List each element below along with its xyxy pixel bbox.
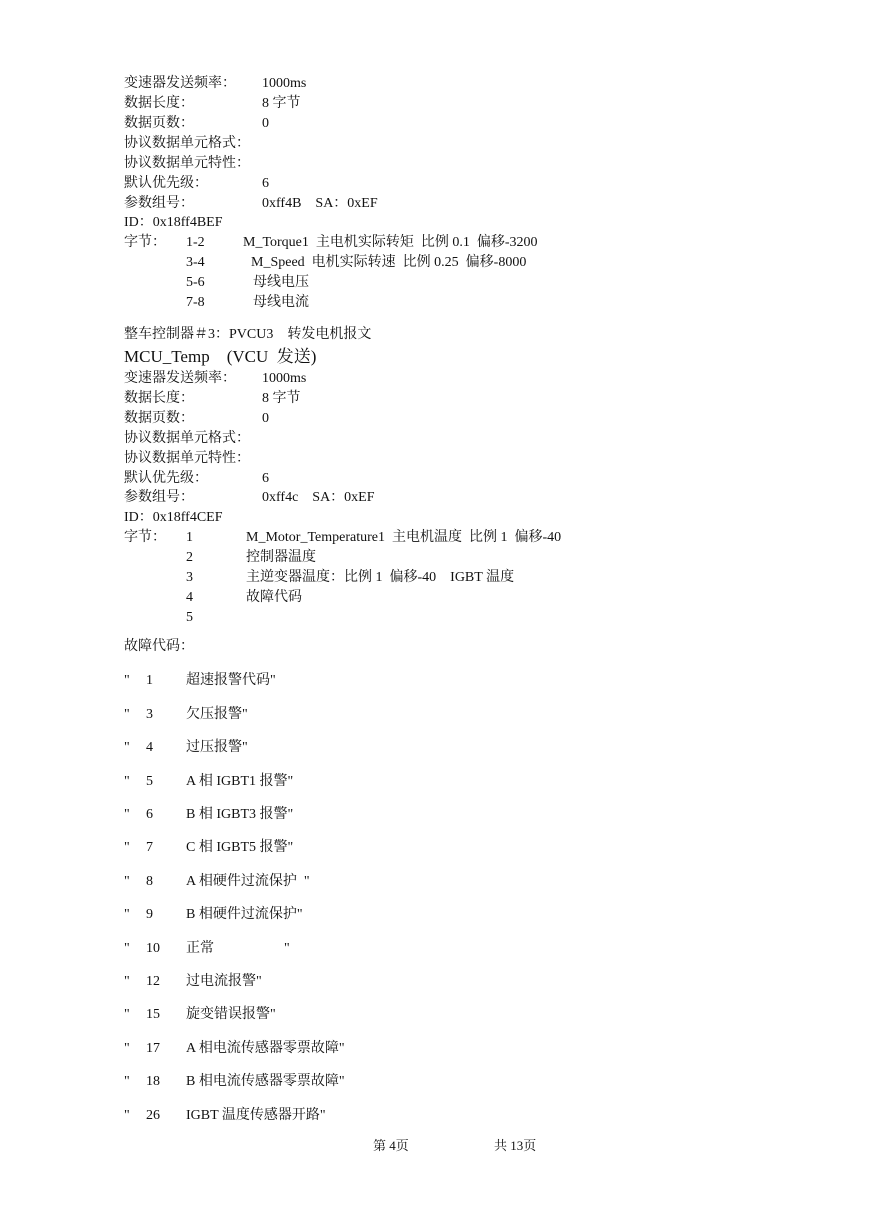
fault-description: 欠压报警" [186, 707, 248, 722]
priority-label: 默认优先级： [124, 176, 208, 191]
priority-value: 6 [262, 176, 269, 191]
data-length-label: 数据长度： [124, 96, 194, 111]
message-id: ID：0x18ff4BEF [124, 215, 223, 230]
byte-index: 2 [186, 550, 193, 565]
fault-code: 15 [146, 1007, 160, 1022]
pgn-label: 参数组号： [124, 196, 194, 211]
fault-code: 8 [146, 874, 153, 889]
fault-description: B 相 IGBT3 报警" [186, 807, 294, 822]
data-pages-value: 0 [262, 411, 269, 426]
pdu-format-label: 协议数据单元格式： [124, 431, 250, 446]
fault-description: C 相 IGBT5 报警" [186, 840, 294, 855]
quote-mark: " [124, 1007, 130, 1022]
data-length-label: 数据长度： [124, 391, 194, 406]
data-pages-label: 数据页数： [124, 411, 194, 426]
byte-description: M_Torque1 主电机实际转矩 比例 0.1 偏移-3200 [243, 235, 538, 250]
fault-description: A 相硬件过流保护 " [186, 874, 310, 889]
fault-description: A 相电流传感器零票故障" [186, 1041, 345, 1056]
fault-code: 3 [146, 707, 153, 722]
section-heading: 整车控制器＃3：PVCU3 转发电机报文 [124, 327, 372, 342]
data-length-value: 8 字节 [262, 391, 301, 406]
fault-code: 26 [146, 1108, 160, 1123]
quote-mark: " [124, 707, 130, 722]
fault-description: IGBT 温度传感器开路" [186, 1108, 326, 1123]
tx-frequency-value: 1000ms [262, 371, 307, 386]
priority-value: 6 [262, 471, 269, 486]
byte-index: 3 [186, 570, 193, 585]
data-length-value: 8 字节 [262, 96, 301, 111]
tx-frequency-label: 变速器发送频率： [124, 371, 236, 386]
data-pages-label: 数据页数： [124, 116, 194, 131]
quote-mark: " [124, 774, 130, 789]
data-pages-value: 0 [262, 116, 269, 131]
quote-mark: " [124, 1041, 130, 1056]
fault-code: 18 [146, 1074, 160, 1089]
fault-description: 过压报警" [186, 740, 248, 755]
quote-mark: " [124, 941, 130, 956]
fault-code: 17 [146, 1041, 160, 1056]
page-number: 第 4页 [373, 1138, 409, 1153]
fault-code: 7 [146, 840, 153, 855]
fault-description: B 相硬件过流保护" [186, 907, 303, 922]
byte-index: 4 [186, 590, 193, 605]
quote-mark: " [124, 1108, 130, 1123]
byte-description: 母线电压 [253, 275, 309, 290]
fault-code: 6 [146, 807, 153, 822]
bytes-label: 字节： [124, 235, 166, 250]
byte-index: 5 [186, 610, 193, 625]
quote-mark: " [124, 673, 130, 688]
fault-code: 12 [146, 974, 160, 989]
byte-description: 故障代码 [246, 590, 302, 605]
pdu-format-label: 协议数据单元格式： [124, 136, 250, 151]
byte-index: 7-8 [186, 295, 205, 310]
fault-description: 旋变错误报警" [186, 1007, 276, 1022]
fault-code: 1 [146, 673, 153, 688]
byte-index: 1 [186, 530, 193, 545]
fault-description: 超速报警代码" [186, 673, 276, 688]
byte-description: M_Motor_Temperature1 主电机温度 比例 1 偏移-40 [246, 530, 562, 545]
byte-index: 5-6 [186, 275, 205, 290]
message-name-heading: MCU_Temp (VCU 发送) [124, 347, 317, 366]
page-total: 共 13页 [494, 1138, 537, 1153]
quote-mark: " [124, 807, 130, 822]
quote-mark: " [124, 740, 130, 755]
pgn-value: 0xff4B SA：0xEF [262, 196, 378, 211]
tx-frequency-label: 变速器发送频率： [124, 76, 236, 91]
fault-description: A 相 IGBT1 报警" [186, 774, 294, 789]
byte-index: 1-2 [186, 235, 205, 250]
pgn-value: 0xff4c SA：0xEF [262, 490, 375, 505]
message-id: ID：0x18ff4CEF [124, 510, 223, 525]
fault-description: 过电流报警" [186, 974, 262, 989]
byte-description: M_Speed 电机实际转速 比例 0.25 偏移-8000 [251, 255, 527, 270]
byte-description: 主逆变器温度：比例 1 偏移-40 IGBT 温度 [246, 570, 515, 585]
fault-code: 9 [146, 907, 153, 922]
fault-description: B 相电流传感器零票故障" [186, 1074, 345, 1089]
quote-mark: " [124, 974, 130, 989]
tx-frequency-value: 1000ms [262, 76, 307, 91]
pdu-spec-label: 协议数据单元特性： [124, 156, 250, 171]
quote-mark: " [124, 907, 130, 922]
byte-index: 3-4 [186, 255, 205, 270]
pdu-spec-label: 协议数据单元特性： [124, 451, 250, 466]
fault-code: 4 [146, 740, 153, 755]
quote-mark: " [124, 874, 130, 889]
quote-mark: " [124, 840, 130, 855]
byte-description: 控制器温度 [246, 550, 316, 565]
fault-code: 10 [146, 941, 160, 956]
bytes-label: 字节： [124, 530, 166, 545]
pgn-label: 参数组号： [124, 490, 194, 505]
quote-mark: " [124, 1074, 130, 1089]
priority-label: 默认优先级： [124, 471, 208, 486]
fault-codes-title: 故障代码： [124, 639, 194, 654]
byte-description: 母线电流 [253, 295, 309, 310]
fault-description: 正常 " [186, 941, 290, 956]
fault-code: 5 [146, 774, 153, 789]
